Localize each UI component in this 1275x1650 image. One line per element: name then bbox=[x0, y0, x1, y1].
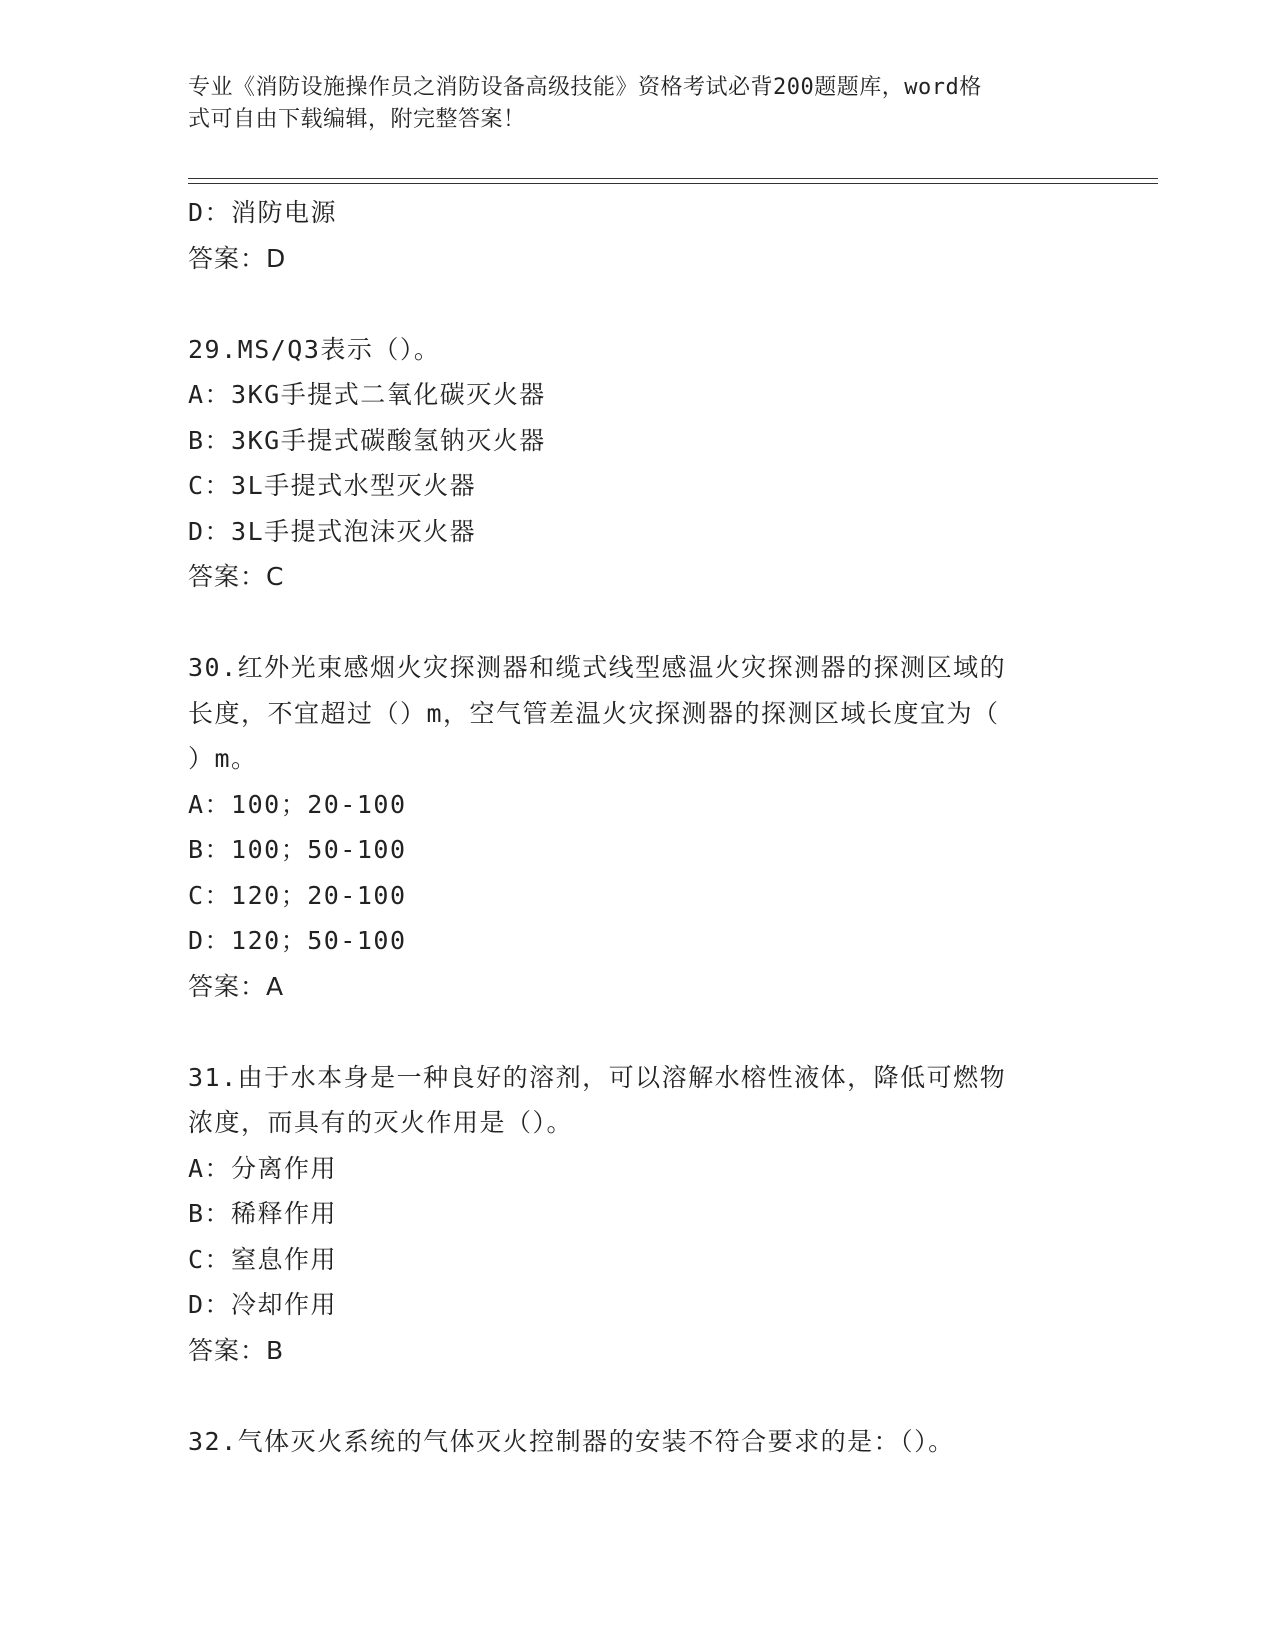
question-text-line-3: ）m。 bbox=[188, 744, 258, 773]
option-c: C：120；20-100 bbox=[188, 880, 407, 910]
question-text-line-1: 31.由于水本身是一种良好的溶剂，可以溶解水榕性液体，降低可燃物 bbox=[188, 1062, 1007, 1092]
header-divider-top bbox=[188, 178, 1158, 179]
option-d: D：120；50-100 bbox=[188, 926, 407, 955]
option-d: D：消防电源 bbox=[188, 198, 338, 227]
question-text-line-2: 浓度，而具有的灭火作用是（）。 bbox=[188, 1108, 574, 1137]
question-29 bbox=[188, 327, 1088, 600]
question-32 bbox=[188, 1419, 1088, 1465]
question-text-line-2: 长度，不宜超过（）m，空气管差温火灾探测器的探测区域长度宜为（ bbox=[188, 698, 1000, 728]
answer: 答案：C bbox=[188, 562, 285, 591]
option-c: C：窒息作用 bbox=[188, 1244, 338, 1274]
question-text-line-1: 30.红外光束感烟火灾探测器和缆式线型感温火灾探测器的探测区域的 bbox=[188, 653, 1007, 682]
question-text: 32.气体灭火系统的气体灭火控制器的安装不符合要求的是：（）。 bbox=[188, 1426, 955, 1456]
question-31 bbox=[188, 1055, 1088, 1374]
header-line-1: 专业《消防设施操作员之消防设备高级技能》资格考试必背200题题库，word格 bbox=[188, 75, 982, 100]
header-line-2: 式可自由下载编辑，附完整答案！ bbox=[188, 107, 526, 132]
question-30 bbox=[188, 645, 1088, 1009]
answer: 答案：B bbox=[188, 1335, 285, 1365]
option-b: B：3KG手提式碳酸氢钠灭火器 bbox=[188, 425, 546, 455]
document-header bbox=[188, 72, 1088, 136]
question-text: 29.MS/Q3表示（）。 bbox=[188, 334, 441, 364]
option-d: D：冷却作用 bbox=[188, 1290, 338, 1319]
option-b: B：100；50-100 bbox=[188, 835, 407, 864]
option-d: D：3L手提式泡沫灭火器 bbox=[188, 516, 477, 546]
header-divider-bottom bbox=[188, 183, 1158, 184]
answer: 答案：A bbox=[188, 971, 285, 1001]
option-a: A：3KG手提式二氧化碳灭火器 bbox=[188, 380, 546, 409]
option-a: A：100；20-100 bbox=[188, 789, 407, 819]
option-b: B：稀释作用 bbox=[188, 1199, 338, 1228]
document-body bbox=[188, 190, 1088, 1464]
answer: 答案：D bbox=[188, 243, 287, 273]
option-a: A：分离作用 bbox=[188, 1153, 338, 1183]
option-c: C：3L手提式水型灭火器 bbox=[188, 471, 477, 500]
